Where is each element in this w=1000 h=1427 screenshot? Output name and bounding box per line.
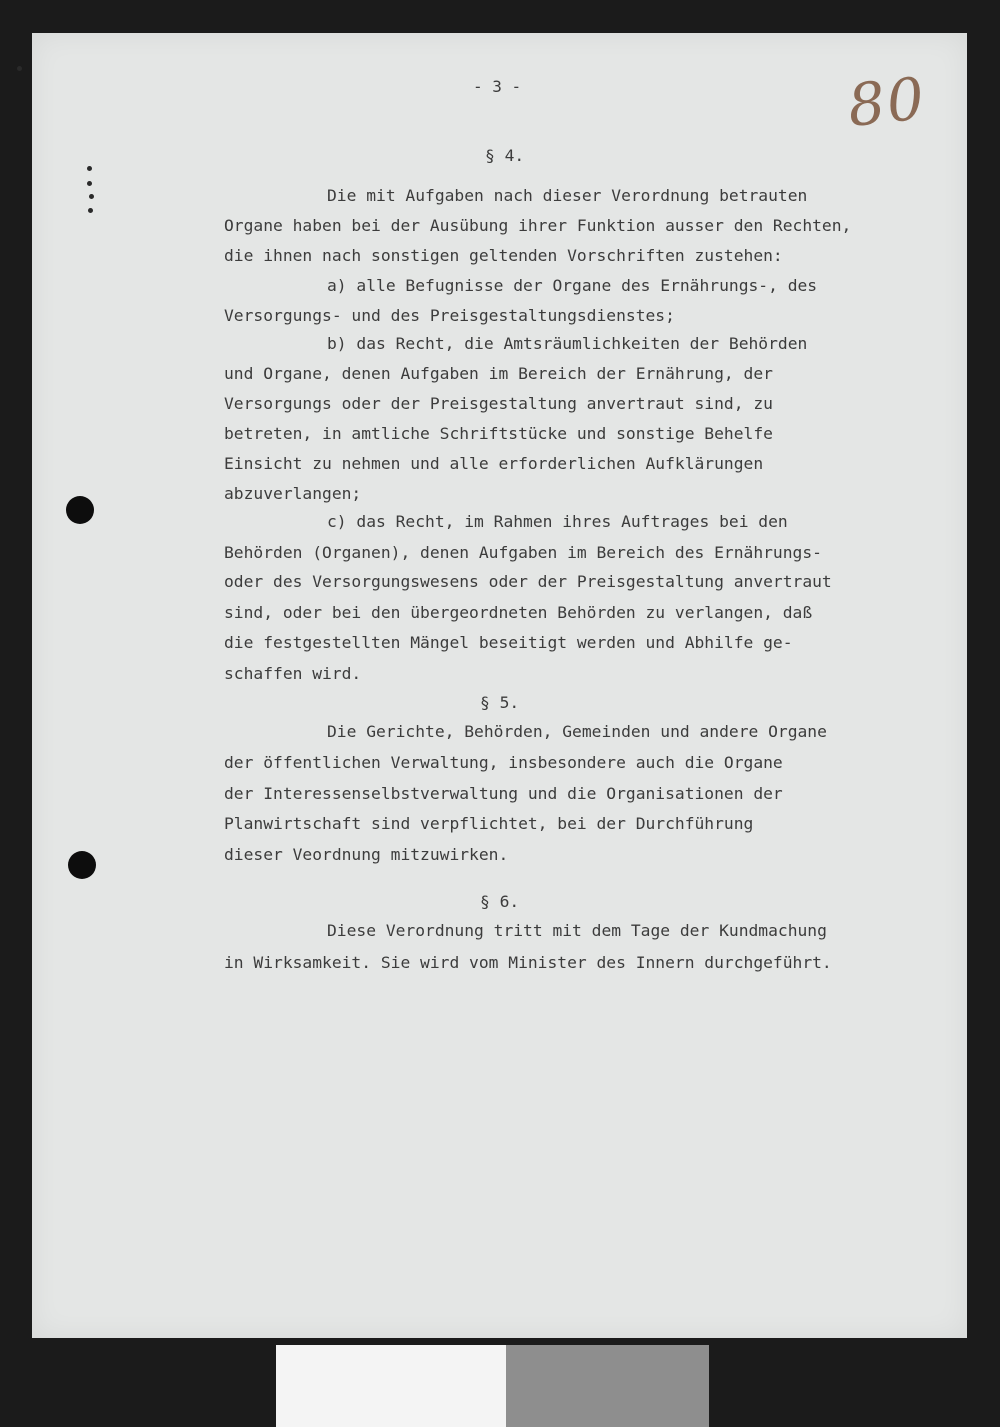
page-number: - 3 - bbox=[473, 77, 522, 96]
edge-mark bbox=[89, 194, 94, 199]
edge-mark bbox=[88, 208, 93, 213]
text-line: und Organe, denen Aufgaben im Bereich der Ernährung, der bbox=[224, 364, 773, 383]
section-heading-5: § 5. bbox=[480, 693, 520, 712]
text-line: betreten, in amtliche Schriftstücke und sonstige Behelfe bbox=[224, 424, 773, 443]
edge-mark bbox=[87, 181, 92, 186]
text-line: dieser Veordnung mitzuwirken. bbox=[224, 845, 509, 864]
gray-calibration-card bbox=[506, 1345, 709, 1427]
text-line: Behörden (Organen), denen Aufgaben im Bereich des Ernährungs- bbox=[224, 543, 822, 562]
text-line: der öffentlichen Verwaltung, insbesondere auch die Organe bbox=[224, 753, 783, 772]
text-line: die festgestellten Mängel beseitigt werden und Abhilfe ge- bbox=[224, 633, 793, 652]
text-line: schaffen wird. bbox=[224, 664, 362, 683]
text-line: Diese Verordnung tritt mit dem Tage der Kundmachung bbox=[327, 921, 827, 940]
text-line: die ihnen nach sonstigen geltenden Vorschriften zustehen: bbox=[224, 246, 783, 265]
handwritten-folio-number: 80 bbox=[844, 64, 930, 140]
list-item-b: b) das Recht, die Amtsräumlichkeiten der Behörden bbox=[327, 334, 808, 353]
text-line: Planwirtschaft sind verpflichtet, bei der Durchführung bbox=[224, 814, 754, 833]
text-line: Organe haben bei der Ausübung ihrer Funktion ausser den Rechten, bbox=[224, 216, 852, 235]
edge-mark bbox=[17, 66, 22, 71]
white-calibration-card bbox=[276, 1345, 506, 1427]
list-item-a: a) alle Befugnisse der Organe des Ernährungs-, des bbox=[327, 276, 818, 295]
text-line: Versorgungs oder der Preisgestaltung anvertraut sind, zu bbox=[224, 394, 773, 413]
edge-mark bbox=[87, 166, 92, 171]
text-line: der Interessenselbstverwaltung und die Organisationen der bbox=[224, 784, 783, 803]
text-line: Die Gerichte, Behörden, Gemeinden und andere Organe bbox=[327, 722, 827, 741]
text-line: abzuverlangen; bbox=[224, 484, 362, 503]
punch-hole-bottom bbox=[68, 851, 96, 879]
punch-hole-top bbox=[66, 496, 94, 524]
text-line: in Wirksamkeit. Sie wird vom Minister des Innern durchgeführt. bbox=[224, 953, 832, 972]
list-item-c: c) das Recht, im Rahmen ihres Auftrages bei den bbox=[327, 512, 788, 531]
section-heading-6: § 6. bbox=[480, 892, 520, 911]
section-heading-4: § 4. bbox=[485, 146, 525, 165]
text-line: Versorgungs- und des Preisgestaltungsdienstes; bbox=[224, 306, 675, 325]
text-line: Einsicht zu nehmen und alle erforderlichen Aufklärungen bbox=[224, 454, 764, 473]
text-line: sind, oder bei den übergeordneten Behörden zu verlangen, daß bbox=[224, 603, 813, 622]
text-line: oder des Versorgungswesens oder der Preisgestaltung anvertraut bbox=[224, 572, 832, 591]
text-line: Die mit Aufgaben nach dieser Verordnung betrauten bbox=[327, 186, 808, 205]
